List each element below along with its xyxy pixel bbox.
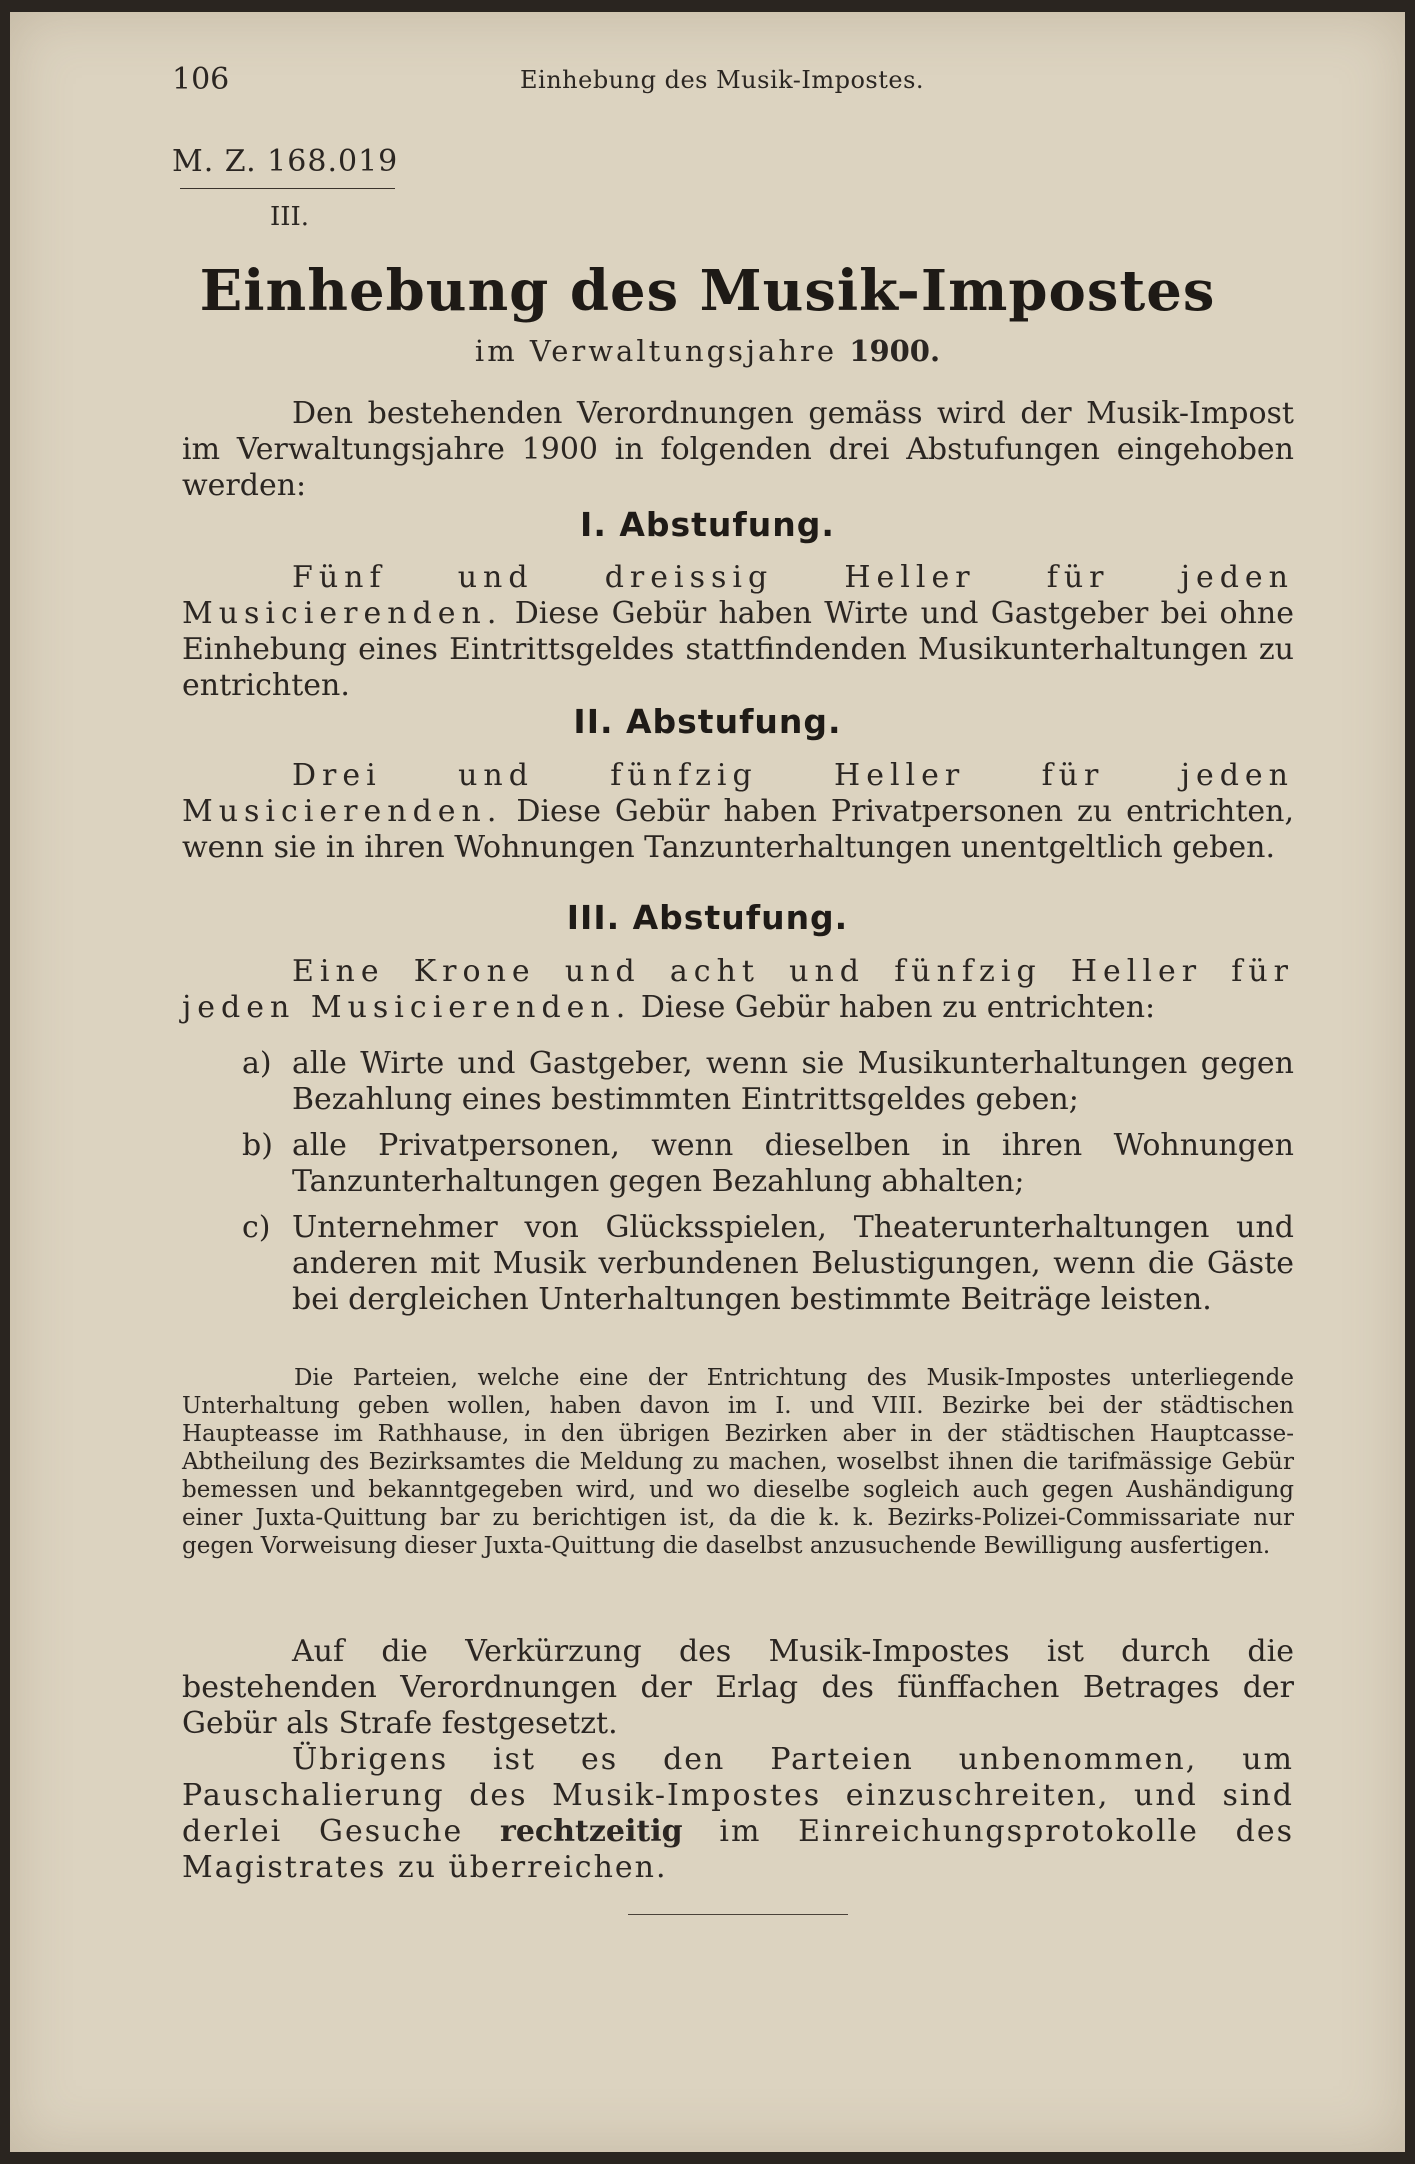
level-2-heading: II. Abstufung. <box>573 702 842 741</box>
end-rule <box>628 1914 848 1915</box>
reference-underline <box>180 188 395 189</box>
level-3-paragraph <box>182 954 1294 1026</box>
level-1-paragraph <box>182 560 1294 704</box>
closing-paragraph <box>182 1742 1294 1886</box>
subtitle-text: im Verwaltungsjahre <box>474 334 838 368</box>
section-number: III. <box>270 202 310 232</box>
list-item-text-a: alle Wirte und Gastgeber, wenn sie Musikunterhaltungen gegen Bezahlung eines bestimmten Eintrittsgeldes geben; <box>292 1046 1294 1117</box>
level-1-text: Diese Gebür haben Wirte und Gastgeber bei ohne Einhebung eines Eintrittsgeldes stattfindenden Musikunterhaltungen zu entrichten. <box>182 596 1294 703</box>
level-1-rate: Fünf und dreissig Heller für jeden Musicierenden. <box>182 560 1294 631</box>
intro-paragraph: Den bestehenden Verordnungen gemäss wird der Musik-Impost im Verwaltungsjahre 1900 in folgenden drei Abstufungen eingehoben werden: <box>182 396 1294 503</box>
level-2-rate: Drei und fünfzig Heller für jeden Musicierenden. <box>182 758 1294 829</box>
list-marker-c: c) <box>242 1210 271 1245</box>
penalty-paragraph: Auf die Verkürzung des Musik-Impostes ist durch die bestehenden Verordnungen der Erlag des fünffachen Betrages der Gebür als Strafe festgesetzt. <box>182 1634 1294 1741</box>
list-item <box>242 1128 1294 1200</box>
level-3-rate: Eine Krone und acht und fünfzig Heller für jeden Musicierenden. <box>182 954 1294 1025</box>
closing-emphasis: rechtzeitig <box>500 1814 683 1849</box>
level-3-heading: III. Abstufung. <box>566 898 849 937</box>
reference-number: M. Z. 168.019 <box>172 144 399 179</box>
list-marker-a: a) <box>242 1046 272 1081</box>
subtitle-year: 1900. <box>849 334 941 368</box>
level-2-text: Diese Gebür haben Privatpersonen zu entrichten, wenn sie in ihren Wohnungen Tanzunterhaltungen unentgeltlich geben. <box>182 794 1294 865</box>
closing-text-before: Übrigens ist es den Parteien unbenommen, um Pauschalierung des Musik-Impostes einzuschreiten, und sind derlei Gesuche <box>182 1742 1294 1849</box>
list-marker-b: b) <box>242 1128 273 1163</box>
procedure-note: Die Parteien, welche eine der Entrichtung des Musik-Impostes unterliegende Unterhaltung geben wollen, haben davon im I. und VIII. Bezirke bei der städtischen Haupteasse im Rathhause, in den übrigen Bezirken aber in der städtischen Hauptcasse-Abtheilung des Bezirksamtes die Meldung zu machen, woselbst ihnen die tarifmässige Gebür bemessen und bekanntgegeben wird, und wo dieselbe sogleich auch gegen Aushändigung einer Juxta-Quittung bar zu berichtigen ist, da die k. k. Bezirks-Polizei-Commissariate nur gegen Vorweisung dieser Juxta-Quittung die daselbst anzusuchende Bewilligung ausfertigen. <box>182 1365 1294 1559</box>
page-number: 106 <box>172 62 230 97</box>
level-3-text: Diese Gebür haben zu entrichten: <box>640 990 1156 1025</box>
level-1-heading: I. Abstufung. <box>580 505 835 544</box>
running-header-title: Einhebung des Musik-Impostes. <box>520 66 925 94</box>
subtitle <box>0 334 1415 368</box>
closing-text-after: im Einreichungsprotokolle des Magistrates zu überreichen. <box>182 1814 1294 1885</box>
list-item-text-c: Unternehmer von Glücksspielen, Theaterunterhaltungen und anderen mit Musik verbundenen Belustigungen, wenn die Gäste bei dergleichen Unterhaltungen bestimmte Beiträge leisten. <box>292 1210 1294 1317</box>
list-item-text-b: alle Privatpersonen, wenn dieselben in ihren Wohnungen Tanzunterhaltungen gegen Bezahlung abhalten; <box>292 1128 1294 1199</box>
page-title: Einhebung des Musik-Impostes <box>199 258 1216 324</box>
list-item <box>242 1210 1294 1318</box>
list-item <box>242 1046 1294 1118</box>
level-2-paragraph <box>182 758 1294 866</box>
